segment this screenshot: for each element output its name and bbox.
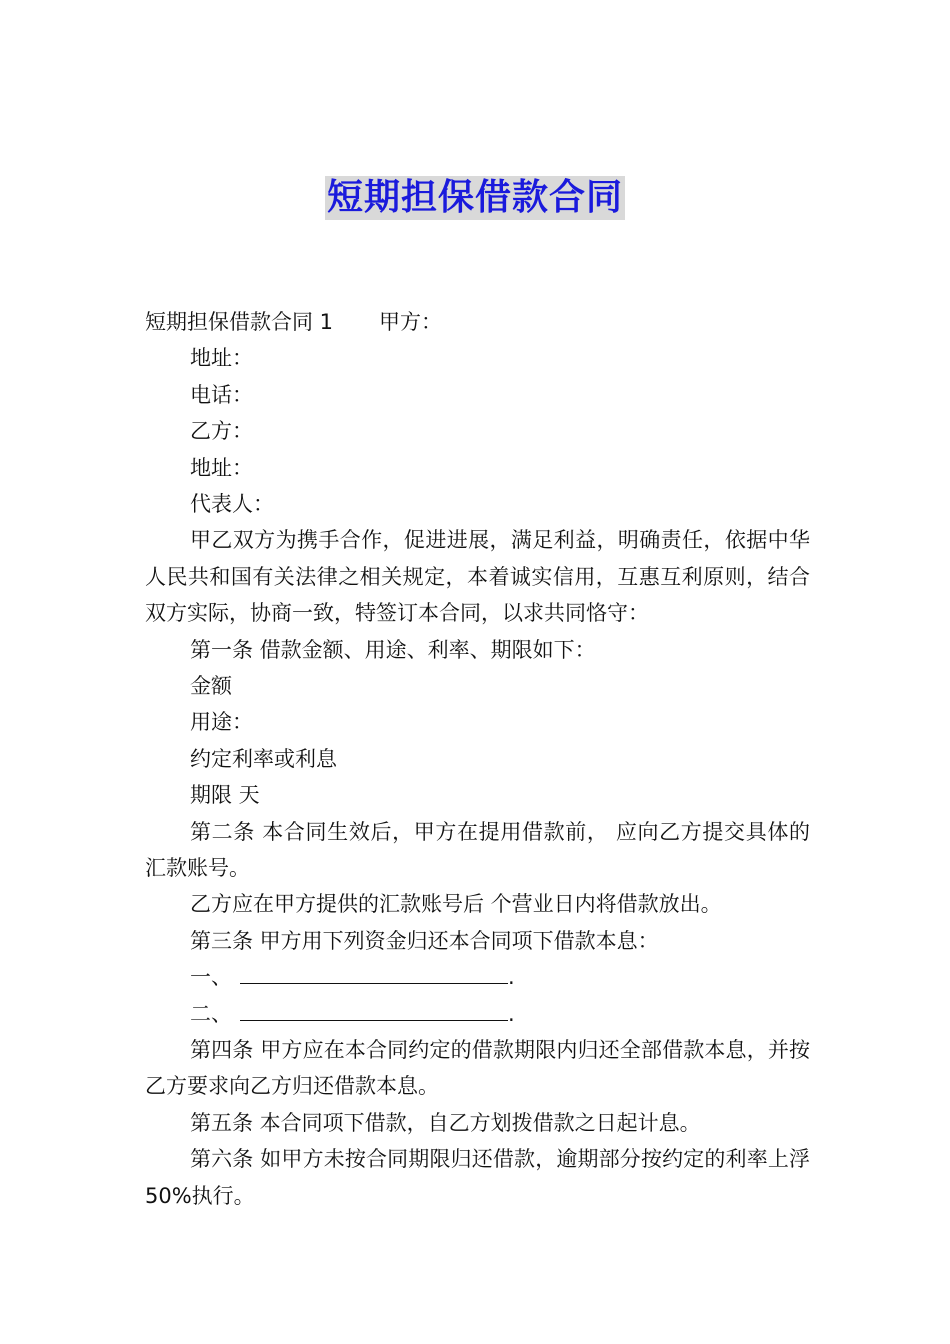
article-2: 第二条 本合同生效后，甲方在提用借款前， 应向乙方提交具体的汇款账号。 (145, 819, 810, 880)
title-container (0, 176, 950, 220)
article-5: 第五条 本合同项下借款，自乙方划拨借款之日起计息。 (190, 1110, 701, 1135)
heading-line (145, 304, 810, 340)
item-1-blank (240, 961, 508, 984)
article-3: 第三条 甲方用下列资金归还本合同项下借款本息： (190, 928, 659, 953)
amount-line: 金额 (190, 673, 232, 698)
preamble-paragraph: 甲乙双方为携手合作，促进进展，满足利益，明确责任，依据中华人民共和国有关法律之相关规定，本着诚实信用，互惠互利原则，结合双方实际，协商一致，特签订本合同，以求共同恪守： (145, 528, 810, 626)
contract-heading: 短期担保借款合同 1 (145, 310, 334, 334)
item-1-end: . (508, 965, 515, 990)
repayment-item-1 (145, 959, 810, 995)
article-1: 第一条 借款金额、用途、利率、期限如下： (190, 637, 596, 662)
article-2-continued: 乙方应在甲方提供的汇款账号后 个营业日内将借款放出。 (190, 892, 722, 917)
document-body (145, 304, 810, 1214)
address-b-line: 地址： (190, 455, 253, 480)
article-4: 第四条 甲方应在本合同约定的借款期限内归还全部借款本息，并按乙方要求向乙方归还借款本息。 (145, 1037, 810, 1099)
item-2-end: . (508, 1001, 515, 1026)
item-1-label: 一、 (190, 965, 232, 990)
item-2-label: 二、 (190, 1001, 232, 1026)
purpose-line: 用途： (190, 710, 253, 735)
article-6: 第六条 如甲方未按合同期限归还借款，逾期部分按约定的利率上浮 50%执行。 (145, 1147, 810, 1208)
repayment-item-2 (145, 996, 810, 1032)
rate-line: 约定利率或利息 (190, 746, 337, 771)
term-line: 期限 天 (190, 783, 260, 808)
document-title: 短期担保借款合同 (326, 177, 623, 218)
item-2-blank (240, 998, 508, 1021)
party-b-line: 乙方： (190, 419, 253, 444)
address-a-line: 地址： (190, 346, 253, 371)
party-a-label: 甲方： (379, 310, 443, 334)
phone-line: 电话： (190, 382, 253, 407)
representative-line: 代表人： (190, 491, 274, 516)
